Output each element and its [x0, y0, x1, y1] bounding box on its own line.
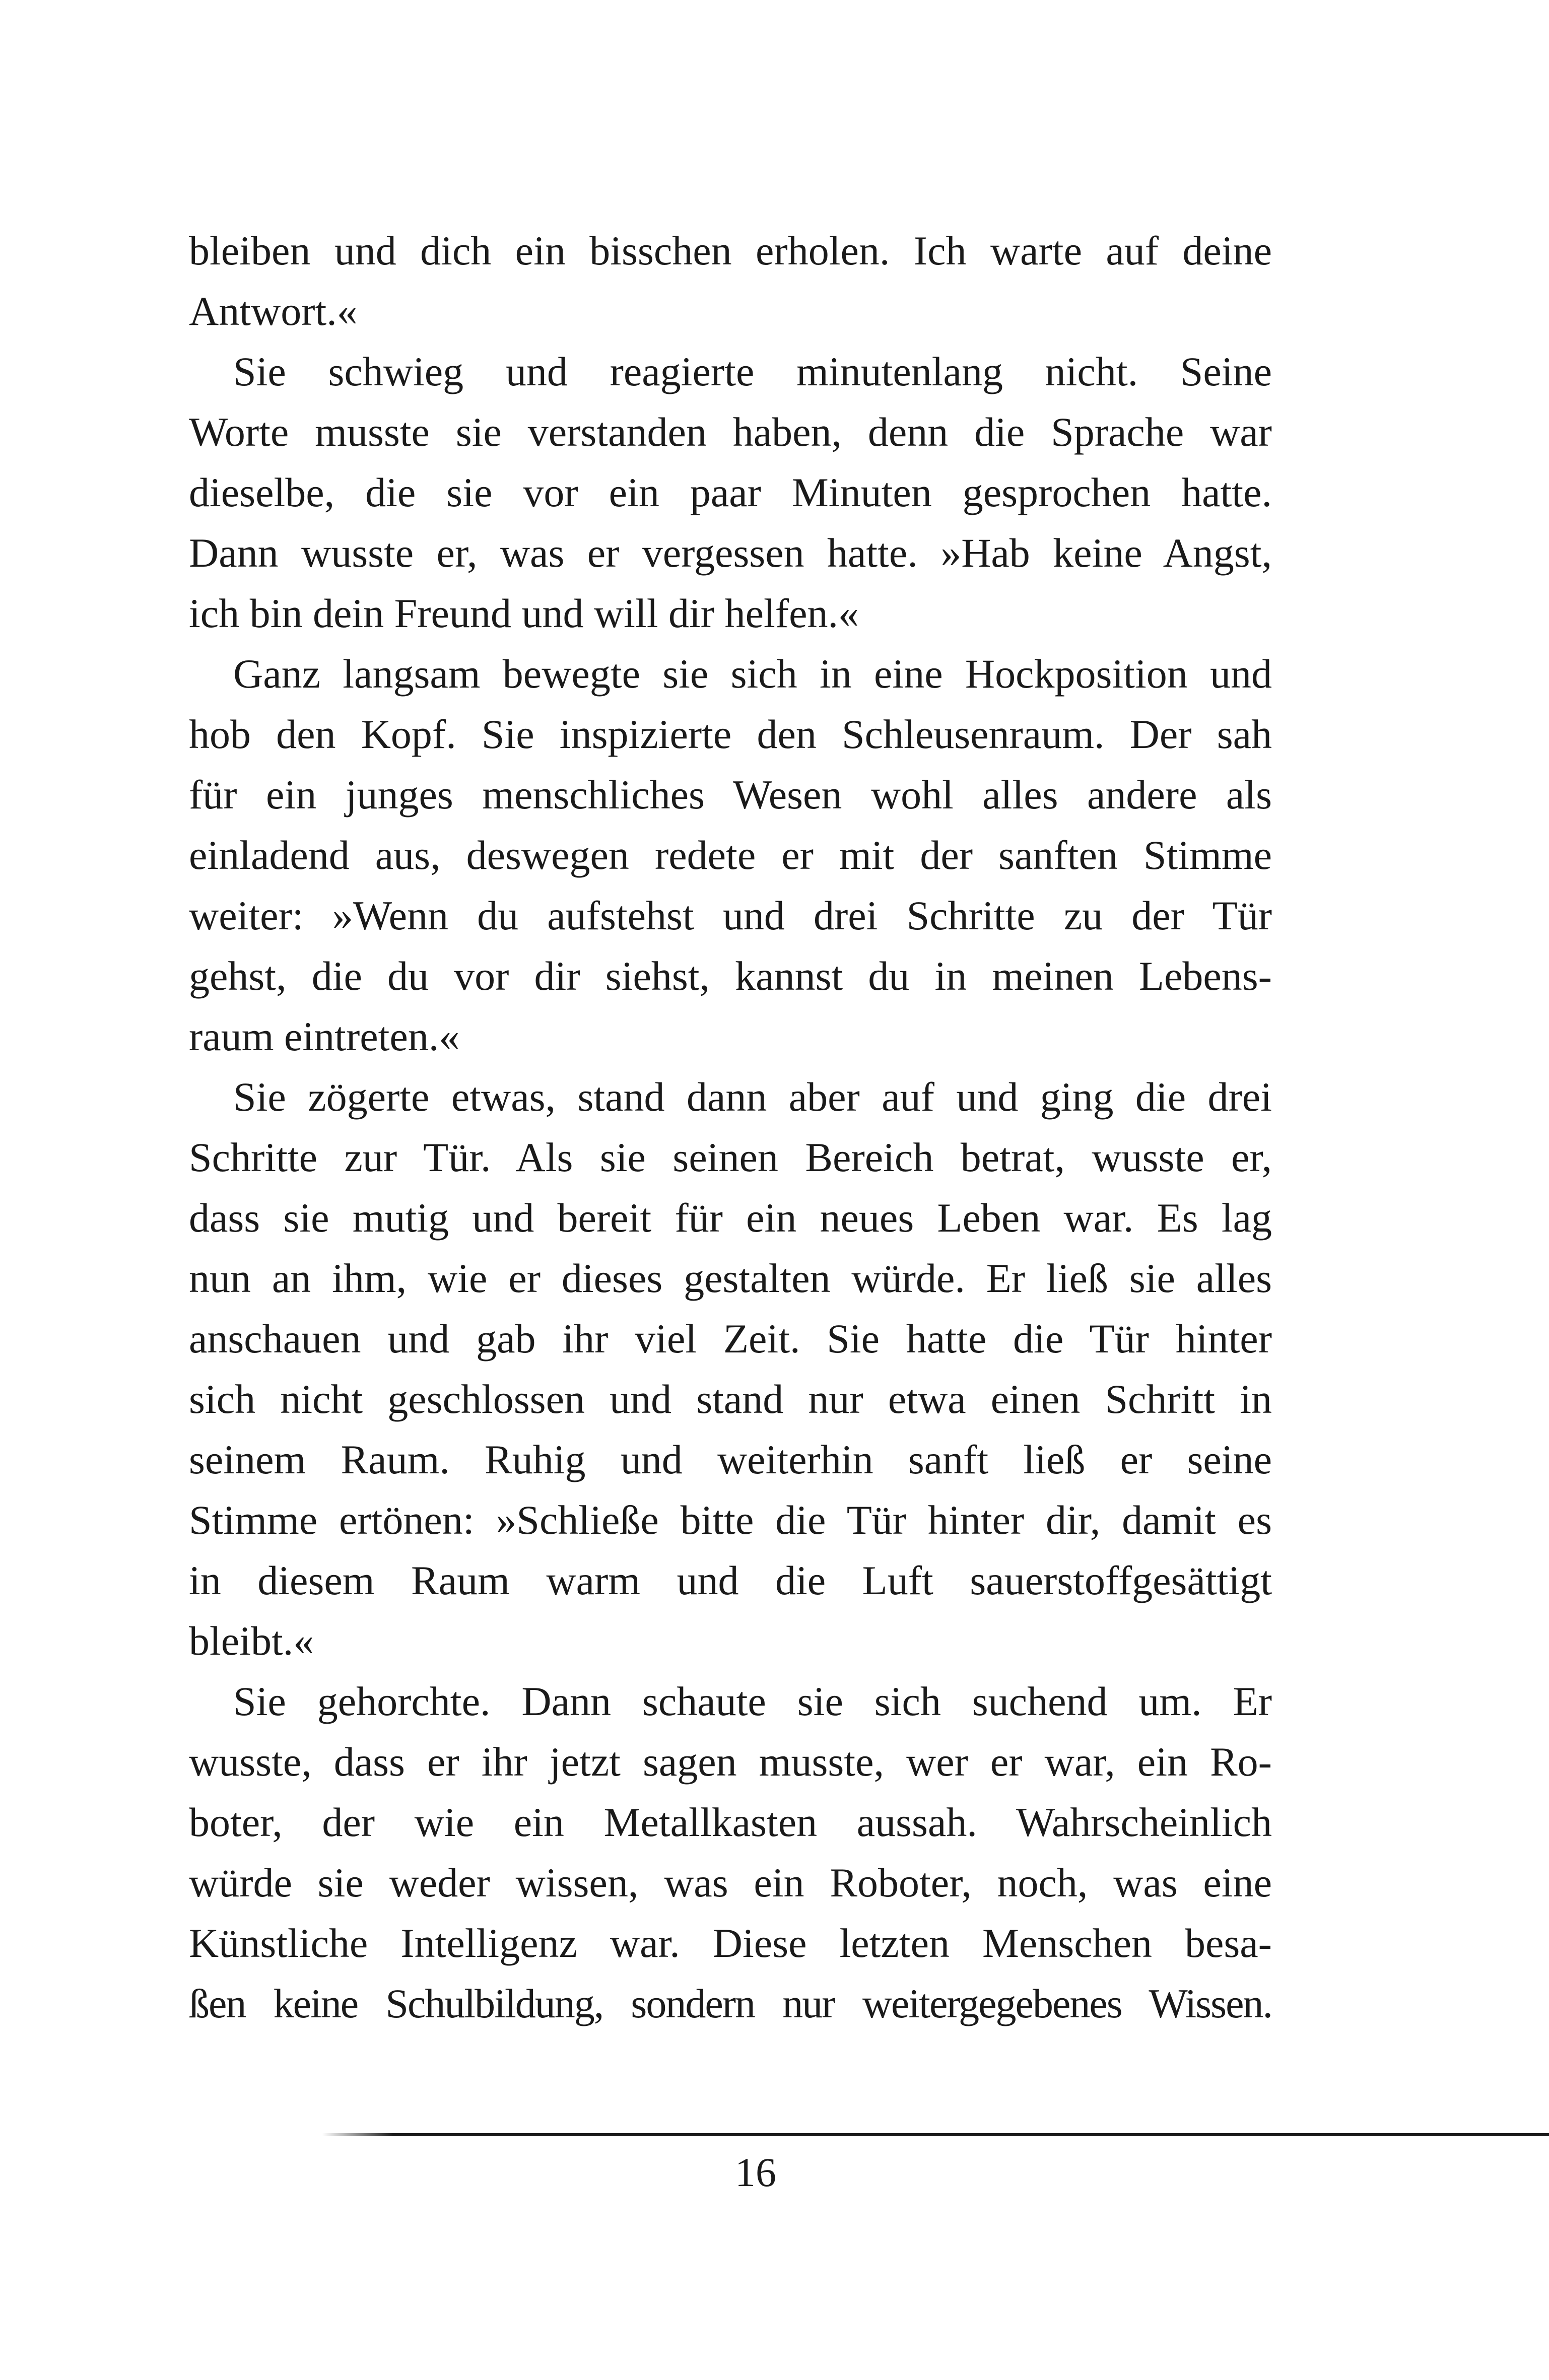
text-line: Ganz langsam bewegte sie sich in eine Hockposition und: [233, 651, 1272, 697]
text-line: nun an ihm, wie er dieses gestalten würde. Er ließ sie alles: [189, 1255, 1272, 1301]
page-number: 16: [735, 2149, 776, 2195]
text-line: weiter: »Wenn du aufstehst und drei Schritte zu der Tür: [189, 893, 1272, 938]
body-text: [189, 221, 1272, 2026]
text-line: boter, der wie ein Metallkasten aussah. Wahrscheinlich: [189, 1799, 1272, 1845]
rule-line: [393, 2133, 1549, 2136]
paragraph-1: [189, 221, 1272, 342]
paragraph-5: [189, 1671, 1272, 2034]
text-line: Sie schwieg und reagierte minutenlang nicht. Seine: [233, 349, 1272, 394]
text-line: bleiben und dich ein bisschen erholen. Ich warte auf deine: [189, 228, 1272, 274]
text-line: Schritte zur Tür. Als sie seinen Bereich betrat, wusste er,: [189, 1134, 1272, 1180]
text-line: Sie gehorchte. Dann schaute sie sich suchend um. Er: [233, 1678, 1272, 1724]
text-line: in diesem Raum warm und die Luft sauerstoffgesättigt: [189, 1557, 1272, 1603]
rule-fade: [322, 2133, 393, 2136]
text-line: ßen keine Schulbildung, sondern nur weitergegebenes Wissen.: [189, 1981, 1272, 2026]
text-line: Dann wusste er, was er vergessen hatte. »Hab keine Angst,: [189, 530, 1272, 576]
text-line: Stimme ertönen: »Schließe bitte die Tür hinter dir, damit es: [189, 1497, 1272, 1543]
footer-rule: [322, 2133, 1549, 2136]
paragraph-4: [189, 1067, 1272, 1671]
text-line: dass sie mutig und bereit für ein neues Leben war. Es lag: [189, 1195, 1272, 1241]
text-line: gehst, die du vor dir siehst, kannst du in meinen Lebens-: [189, 953, 1272, 999]
text-line: ich bin dein Freund und will dir helfen.«: [189, 590, 859, 636]
text-line: raum eintreten.«: [189, 1013, 460, 1059]
text-line: sich nicht geschlossen und stand nur etwa einen Schritt in: [189, 1376, 1272, 1422]
text-line: wusste, dass er ihr jetzt sagen musste, wer er war, ein Ro-: [189, 1739, 1272, 1785]
text-line: für ein junges menschliches Wesen wohl alles andere als: [189, 772, 1272, 818]
text-line: Antwort.«: [189, 288, 358, 334]
text-line: anschauen und gab ihr viel Zeit. Sie hatte die Tür hinter: [189, 1316, 1272, 1362]
text-line: würde sie weder wissen, was ein Roboter, noch, was eine: [189, 1860, 1272, 1906]
text-line: einladend aus, deswegen redete er mit der sanften Stimme: [189, 832, 1272, 878]
text-line: Künstliche Intelligenz war. Diese letzten Menschen besa-: [189, 1920, 1272, 1966]
paragraph-3: [189, 644, 1272, 1067]
paragraph-2: [189, 342, 1272, 644]
text-line: seinem Raum. Ruhig und weiterhin sanft ließ er seine: [189, 1437, 1272, 1482]
text-line: dieselbe, die sie vor ein paar Minuten gesprochen hatte.: [189, 469, 1272, 515]
text-line: Worte musste sie verstanden haben, denn die Sprache war: [189, 409, 1272, 455]
text-line: bleibt.«: [189, 1618, 314, 1664]
text-line: hob den Kopf. Sie inspizierte den Schleusenraum. Der sah: [189, 711, 1272, 757]
text-line: Sie zögerte etwas, stand dann aber auf und ging die drei: [233, 1074, 1272, 1120]
